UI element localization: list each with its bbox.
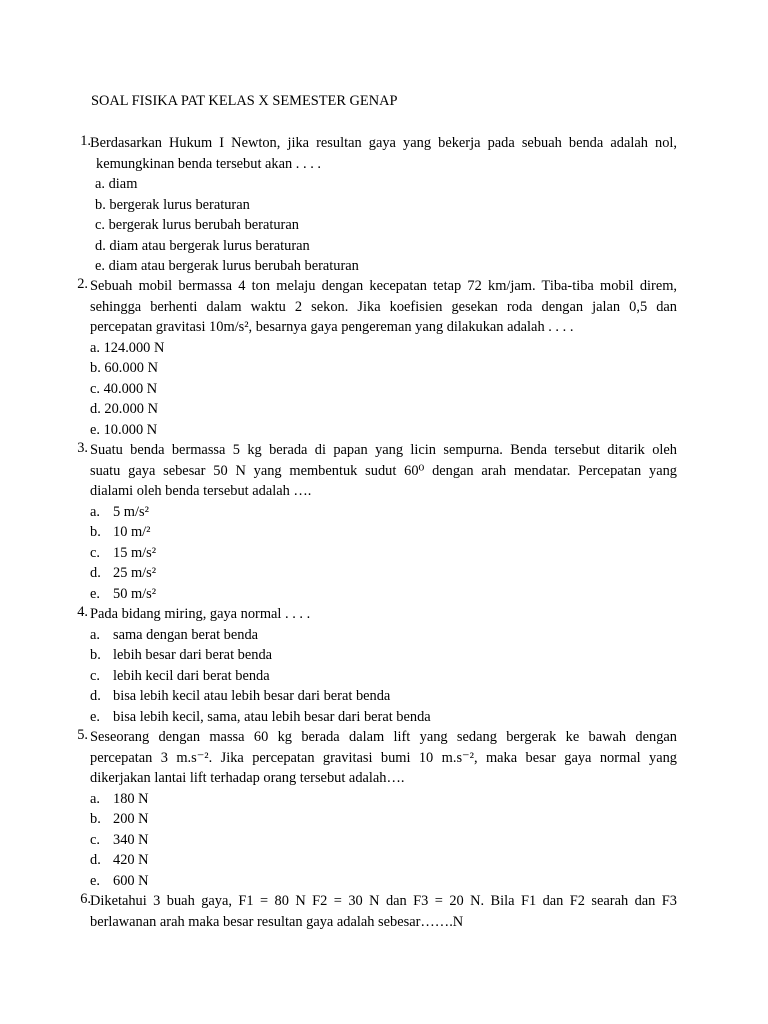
option-letter: a. xyxy=(90,626,100,643)
option-text: 15 m/s² xyxy=(113,544,157,561)
option-list xyxy=(95,174,677,277)
option-item xyxy=(90,522,677,543)
option-letter: d. xyxy=(90,852,101,868)
question-4 xyxy=(66,604,677,727)
option-item xyxy=(95,256,677,277)
option-text: 50 m/s² xyxy=(113,585,157,602)
option-letter: c. xyxy=(90,380,100,397)
option-item xyxy=(90,420,677,441)
option-text: bisa lebih kecil atau lebih besar dari berat benda xyxy=(113,688,391,704)
question-text xyxy=(90,727,677,789)
option-text: 40.000 N xyxy=(103,380,158,397)
question-number: 4. xyxy=(77,604,88,620)
option-list xyxy=(90,338,677,441)
option-letter: d. xyxy=(90,401,101,417)
option-letter: e. xyxy=(95,258,105,274)
option-letter: a. xyxy=(90,339,100,356)
question-line: Berdasarkan Hukum I Newton, jika resultan gaya yang bekerja pada sebuah benda adalah nol, xyxy=(90,135,677,151)
question-line: berlawanan arah maka besar resultan gaya adalah sebesar…….N xyxy=(90,913,464,930)
question-2 xyxy=(66,276,677,440)
question-text xyxy=(90,133,677,174)
question-5 xyxy=(66,727,677,891)
question-line: Pada bidang miring, gaya normal . . . . xyxy=(90,606,311,622)
option-item xyxy=(90,871,677,892)
option-item xyxy=(90,809,677,830)
option-letter: c. xyxy=(95,217,105,233)
option-text: diam atau bergerak lurus beraturan xyxy=(109,237,310,254)
option-letter: c. xyxy=(90,667,100,684)
option-list xyxy=(90,625,677,728)
question-line: percepatan gravitasi 10m/s², besarnya gaya pengereman yang dilakukan adalah . . . . xyxy=(90,319,574,335)
question-number: 3. xyxy=(77,440,88,456)
option-item xyxy=(90,399,677,420)
option-letter: a. xyxy=(95,176,105,192)
option-item xyxy=(90,850,677,871)
option-text: 420 N xyxy=(113,852,149,868)
question-text xyxy=(90,891,677,932)
option-letter: a. xyxy=(90,790,100,807)
question-line: dikerjakan lantai lift terhadap orang tersebut adalah…. xyxy=(90,770,405,786)
option-text: bergerak lurus beraturan xyxy=(109,196,250,213)
option-letter: b. xyxy=(90,647,101,663)
question-number: 1. xyxy=(80,133,91,149)
question-number: 2. xyxy=(77,276,88,292)
option-text: lebih besar dari berat benda xyxy=(113,647,273,663)
question-line: kemungkinan benda tersebut akan . . . . xyxy=(96,155,321,172)
option-text: diam atau bergerak lurus berubah beraturan xyxy=(108,258,359,274)
option-item xyxy=(90,686,677,707)
option-text: bisa lebih kecil, sama, atau lebih besar dari berat benda xyxy=(113,708,431,725)
option-text: 340 N xyxy=(113,831,149,848)
question-number: 5. xyxy=(77,727,88,743)
option-list xyxy=(90,502,677,605)
option-item xyxy=(95,236,677,257)
option-list xyxy=(90,789,677,892)
option-text: 10 m/² xyxy=(113,524,151,540)
option-letter: d. xyxy=(90,565,101,581)
option-item xyxy=(90,625,677,646)
option-text: lebih kecil dari berat benda xyxy=(113,667,270,684)
option-letter: c. xyxy=(90,544,100,561)
option-text: diam xyxy=(108,176,138,192)
question-text xyxy=(90,276,677,338)
option-text: 124.000 N xyxy=(103,339,165,356)
question-line: dialami oleh benda tersebut adalah …. xyxy=(90,483,312,499)
option-letter: e. xyxy=(90,872,100,889)
option-text: 25 m/s² xyxy=(113,565,157,581)
question-line: Diketahui 3 buah gaya, F1 = 80 N F2 = 30 N dan F3 = 20 N. Bila F1 dan F2 searah dan F3 xyxy=(90,893,677,909)
question-line: Suatu benda bermassa 5 kg berada di papan yang licin sempurna. Benda tersebut ditarik oleh xyxy=(90,442,677,458)
option-item xyxy=(95,215,677,236)
option-item xyxy=(90,379,677,400)
question-3 xyxy=(66,440,677,604)
option-text: 10.000 N xyxy=(103,421,158,438)
option-letter: e. xyxy=(90,421,100,438)
question-1 xyxy=(66,133,677,277)
question-number: 6. xyxy=(80,891,91,907)
question-line: Seseorang dengan massa 60 kg berada dalam lift yang sedang bergerak ke bawah dengan xyxy=(90,729,677,745)
option-item xyxy=(90,584,677,605)
question-6 xyxy=(66,891,677,932)
question-text xyxy=(90,440,677,502)
option-letter: c. xyxy=(90,831,100,848)
option-text: sama dengan berat benda xyxy=(113,626,259,643)
option-item xyxy=(90,789,677,810)
option-text: bergerak lurus berubah beraturan xyxy=(108,217,299,233)
option-letter: b. xyxy=(90,524,101,540)
option-letter: a. xyxy=(90,503,100,520)
option-item xyxy=(90,707,677,728)
option-item xyxy=(90,645,677,666)
option-letter: e. xyxy=(90,585,100,602)
option-text: 20.000 N xyxy=(104,401,158,417)
option-letter: b. xyxy=(90,360,101,376)
question-line: Sebuah mobil bermassa 4 ton melaju dengan kecepatan tetap 72 km/jam. Tiba-tiba mobil direm, xyxy=(90,278,677,294)
option-text: 60.000 N xyxy=(104,360,158,376)
question-text xyxy=(90,604,677,625)
option-item xyxy=(90,502,677,523)
question-line: suatu gaya sebesar 50 N yang membentuk sudut 60⁰ dengan arah mendatar. Percepatan yang xyxy=(90,462,677,479)
option-item xyxy=(95,174,677,195)
question-line: sehingga berhenti dalam waktu 2 sekon. Jika koefisien gesekan roda dengan jalan 0,5 dan xyxy=(90,298,677,315)
option-text: 600 N xyxy=(113,872,149,889)
option-letter: e. xyxy=(90,708,100,725)
option-letter: d. xyxy=(95,237,106,254)
option-item xyxy=(90,338,677,359)
option-item xyxy=(90,543,677,564)
document-title: SOAL FISIKA PAT KELAS X SEMESTER GENAP xyxy=(91,93,398,109)
question-line: percepatan 3 m.s⁻². Jika percepatan gravitasi bumi 10 m.s⁻², maka besar gaya normal yang xyxy=(90,749,677,766)
option-letter: b. xyxy=(95,196,106,213)
option-text: 200 N xyxy=(113,811,149,827)
option-text: 180 N xyxy=(113,790,149,807)
option-item xyxy=(90,666,677,687)
option-text: 5 m/s² xyxy=(113,503,149,520)
option-item xyxy=(90,563,677,584)
option-item xyxy=(90,358,677,379)
option-letter: d. xyxy=(90,688,101,704)
option-item xyxy=(95,195,677,216)
option-item xyxy=(90,830,677,851)
option-letter: b. xyxy=(90,811,101,827)
